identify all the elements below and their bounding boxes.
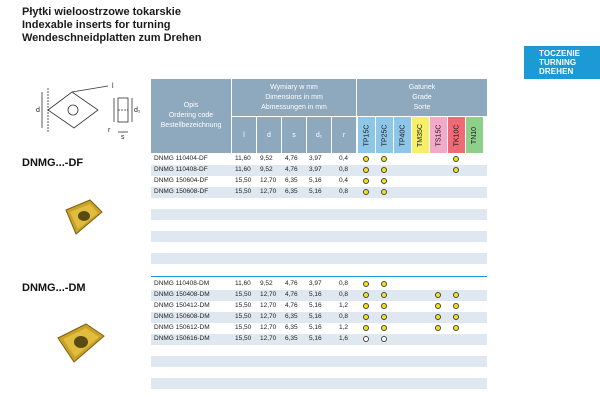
section-label-df: DNMG...-DF xyxy=(22,157,84,169)
grade-name: TS15C xyxy=(435,124,443,146)
cell-l: 15,50 xyxy=(235,177,252,184)
cell-d: 12,70 xyxy=(260,302,277,309)
cell-d: 12,70 xyxy=(260,177,277,184)
label-d1: d₁ xyxy=(134,107,141,114)
cell-l: 15,50 xyxy=(235,324,252,331)
table-row xyxy=(151,154,487,165)
cell-r: 0,8 xyxy=(339,313,349,320)
grade-dot xyxy=(453,325,459,331)
table-row xyxy=(151,187,487,198)
grade-dot xyxy=(381,189,387,195)
cell-code: DNMG 150612-DM xyxy=(154,324,210,331)
col-s: s xyxy=(282,117,306,153)
cell-l: 15,50 xyxy=(235,291,252,298)
table-row xyxy=(151,356,487,367)
cell-d: 12,70 xyxy=(260,324,277,331)
cell-r: 0,8 xyxy=(339,188,349,195)
insert-dimension-diagram xyxy=(28,80,146,140)
insert-photo-dm xyxy=(52,318,110,366)
tab-line-en: TURNING xyxy=(539,58,577,67)
grade-name: TN10 xyxy=(471,126,478,144)
grade-name: TK10C xyxy=(453,124,461,146)
cell-code: DNMG 110404-DF xyxy=(154,155,208,162)
table-row xyxy=(151,242,487,253)
table-row xyxy=(151,312,487,323)
grade-dot xyxy=(453,314,459,320)
insert-outline-shape xyxy=(48,92,98,128)
cell-r: 0,8 xyxy=(339,166,349,173)
table-row xyxy=(151,220,487,231)
table-row xyxy=(151,253,487,264)
grade-col-tk10c xyxy=(448,117,465,153)
section-tab-turning[interactable] xyxy=(524,46,600,79)
col-d: d xyxy=(257,117,281,153)
title-en: Indexable inserts for turning xyxy=(22,19,171,31)
label-s: s xyxy=(121,134,125,140)
cell-l: 15,50 xyxy=(235,188,252,195)
cell-d1: 5,16 xyxy=(309,313,322,320)
cell-code: DNMG 150604-DF xyxy=(154,177,209,184)
header-dimensions: Wymiary w mm Dimensions in mm Abmessungen in mm xyxy=(232,79,356,116)
cell-d: 9,52 xyxy=(260,280,273,287)
cell-code: DNMG 150616-DM xyxy=(154,335,210,342)
cell-l: 11,60 xyxy=(235,155,251,162)
grade-dot xyxy=(381,167,387,173)
grade-dot xyxy=(363,281,369,287)
cell-d: 12,70 xyxy=(260,291,277,298)
tab-line-pl: TOCZENIE xyxy=(539,49,581,58)
grade-dot xyxy=(381,156,387,162)
table-row xyxy=(151,367,487,378)
table-row xyxy=(151,323,487,334)
cell-r: 0,8 xyxy=(339,280,349,287)
cell-d1: 5,16 xyxy=(309,324,322,331)
cell-r: 0,4 xyxy=(339,155,349,162)
grade-dot xyxy=(363,292,369,298)
grade-dot xyxy=(453,303,459,309)
table-row xyxy=(151,378,487,389)
cell-d: 12,70 xyxy=(260,188,277,195)
cell-s: 6,35 xyxy=(285,188,298,195)
cell-r: 1,6 xyxy=(339,335,349,342)
grade-col-tp15c xyxy=(358,117,375,153)
cell-code: DNMG 150412-DM xyxy=(154,302,210,309)
grade-name: TP25C xyxy=(381,124,389,146)
cell-d1: 5,16 xyxy=(309,291,322,298)
table-row xyxy=(151,176,487,187)
grade-dot xyxy=(381,292,387,298)
cell-d1: 3,97 xyxy=(309,155,322,162)
cell-d1: 5,16 xyxy=(309,188,322,195)
cell-d: 9,52 xyxy=(260,155,273,162)
cell-d: 12,70 xyxy=(260,313,277,320)
grade-col-tn10 xyxy=(466,117,483,153)
cell-d: 12,70 xyxy=(260,335,277,342)
cell-s: 4,76 xyxy=(285,280,298,287)
grade-dot xyxy=(453,156,459,162)
grade-name: TM35C xyxy=(417,123,425,147)
grade-name: TP40C xyxy=(399,124,407,146)
grade-dot xyxy=(435,314,441,320)
title-de: Wendeschneidplatten zum Drehen xyxy=(22,32,202,44)
cell-code: DNMG 150608-DF xyxy=(154,188,209,195)
cell-code: DNMG 110408-DF xyxy=(154,166,208,173)
cell-code: DNMG 150608-DM xyxy=(154,313,210,320)
table-row xyxy=(151,231,487,242)
grade-col-tp25c xyxy=(376,117,393,153)
grade-dot xyxy=(435,292,441,298)
cell-s: 6,35 xyxy=(285,177,298,184)
table-row xyxy=(151,290,487,301)
col-l: l xyxy=(232,117,256,153)
cell-l: 15,50 xyxy=(235,302,252,309)
grade-dot xyxy=(435,303,441,309)
cell-s: 4,76 xyxy=(285,166,298,173)
label-l: l xyxy=(112,83,114,90)
cell-r: 0,4 xyxy=(339,177,349,184)
cell-l: 15,50 xyxy=(235,313,252,320)
cell-s: 4,76 xyxy=(285,302,298,309)
insert-hole-shape xyxy=(68,105,78,115)
table-row xyxy=(151,209,487,220)
section-label-dm: DNMG...-DM xyxy=(22,282,86,294)
cell-d1: 3,97 xyxy=(309,166,322,173)
cell-s: 4,76 xyxy=(285,291,298,298)
cell-s: 6,35 xyxy=(285,313,298,320)
cell-s: 6,35 xyxy=(285,324,298,331)
cell-d1: 5,16 xyxy=(309,177,322,184)
cell-s: 4,76 xyxy=(285,155,298,162)
table-row xyxy=(151,334,487,345)
cell-code: DNMG 150408-DM xyxy=(154,291,210,298)
grade-open-dot xyxy=(363,336,369,342)
grade-dot xyxy=(363,167,369,173)
table-row xyxy=(151,279,487,290)
table-row xyxy=(151,345,487,356)
grade-dot xyxy=(363,314,369,320)
grade-dot xyxy=(381,314,387,320)
grade-col-tm35c xyxy=(412,117,429,153)
grade-dot xyxy=(363,178,369,184)
cell-s: 6,35 xyxy=(285,335,298,342)
grade-col-ts15c xyxy=(430,117,447,153)
table-row xyxy=(151,301,487,312)
col-r: r xyxy=(332,117,356,153)
table-row xyxy=(151,198,487,209)
cell-r: 1,2 xyxy=(339,324,349,331)
grade-dot xyxy=(453,167,459,173)
section-divider xyxy=(151,276,487,277)
tab-line-de: DREHEN xyxy=(539,67,574,76)
grade-dot xyxy=(363,156,369,162)
cell-l: 11,60 xyxy=(235,166,251,173)
cell-d1: 5,16 xyxy=(309,302,322,309)
cell-d1: 5,16 xyxy=(309,335,322,342)
grade-dot xyxy=(363,325,369,331)
cell-d: 9,52 xyxy=(260,166,273,173)
table-row xyxy=(151,264,487,275)
grade-name: TP15C xyxy=(363,124,371,146)
cell-r: 0,8 xyxy=(339,291,349,298)
grade-dot xyxy=(381,281,387,287)
grade-dot xyxy=(381,303,387,309)
grade-open-dot xyxy=(381,336,387,342)
grade-dot xyxy=(381,178,387,184)
col-d1: d₁ xyxy=(307,117,331,153)
cell-l: 11,60 xyxy=(235,280,251,287)
grade-dot xyxy=(363,303,369,309)
header-description: Opis Ordering code Bestellbezeichnung xyxy=(151,79,231,153)
cell-code: DNMG 110408-DM xyxy=(154,280,210,287)
cell-r: 1,2 xyxy=(339,302,349,309)
table-row xyxy=(151,165,487,176)
grade-dot xyxy=(453,292,459,298)
cell-d1: 3,97 xyxy=(309,280,322,287)
grade-dot xyxy=(381,325,387,331)
header-grade: Gatunek Grade Sorte xyxy=(357,79,487,116)
label-r: r xyxy=(108,127,111,134)
label-d: d xyxy=(36,107,40,114)
title-pl: Płytki wieloostrzowe tokarskie xyxy=(22,6,181,18)
grade-col-tp40c xyxy=(394,117,411,153)
cell-l: 15,50 xyxy=(235,335,252,342)
grade-dot xyxy=(435,325,441,331)
insert-photo-df xyxy=(60,196,106,238)
grade-dot xyxy=(363,189,369,195)
page-titles xyxy=(22,6,202,45)
